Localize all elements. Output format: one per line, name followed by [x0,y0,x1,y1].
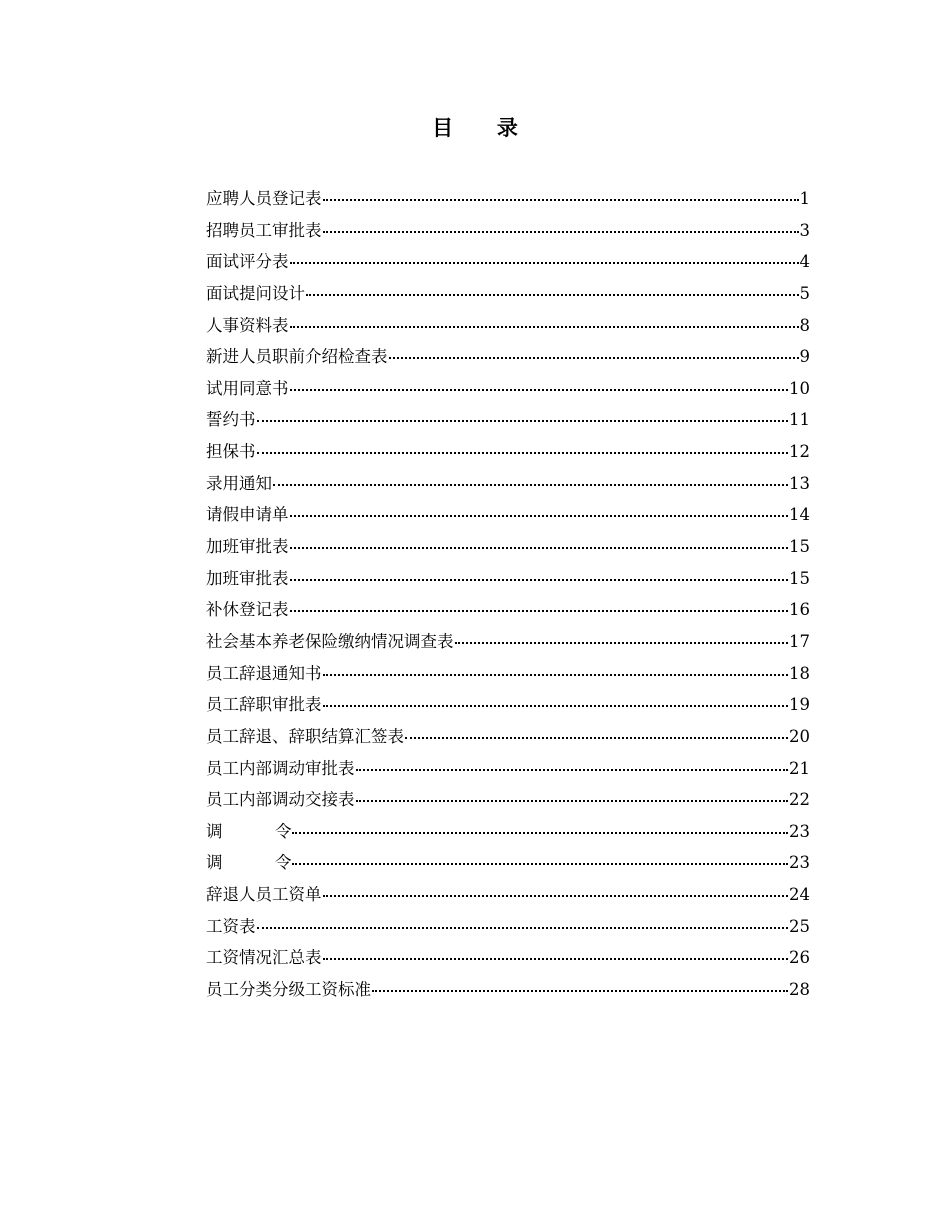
toc-entry-page: 18 [789,663,810,683]
toc-entry-page: 4 [799,252,810,272]
toc-entry[interactable] [206,373,810,405]
toc-entry-page: 17 [789,631,810,651]
toc-leader-dots [292,863,788,865]
toc-entry[interactable] [206,753,810,785]
toc-entry-label: 调 令 [206,821,292,841]
toc-entry-page: 9 [799,347,810,367]
toc-leader-dots [290,579,789,581]
toc-leader-dots [356,769,789,771]
toc-leader-dots [323,958,789,960]
toc-entry[interactable] [206,974,810,1006]
toc-entry-page: 15 [789,568,810,588]
toc-leader-dots [290,389,789,391]
toc-title: 目 录 [432,115,518,140]
toc-entry[interactable] [206,563,810,595]
toc-leader-dots [257,420,789,422]
toc-entry[interactable] [206,404,810,436]
toc-entry-page: 5 [799,283,810,303]
toc-leader-dots [356,800,789,802]
toc-entry-page: 24 [789,885,810,905]
toc-entry-label: 新进人员职前介绍检查表 [206,347,388,367]
toc-entry-label: 工资表 [206,916,256,936]
toc-leader-dots [323,674,789,676]
toc-entry[interactable] [206,341,810,373]
toc-leader-dots [290,262,799,264]
toc-entry[interactable] [206,499,810,531]
toc-entry[interactable] [206,816,810,848]
toc-entry-label: 补休登记表 [206,600,289,620]
toc-entry-label: 员工辞职审批表 [206,695,322,715]
toc-entry-label: 面试提问设计 [206,283,305,303]
toc-leader-dots [323,231,799,233]
toc-entry-label: 调 令 [206,853,292,873]
toc-entry[interactable] [206,847,810,879]
toc-entry-label: 员工分类分级工资标准 [206,980,371,1000]
toc-entry-label: 应聘人员登记表 [206,189,322,208]
toc-entry[interactable] [206,246,810,278]
toc-entry[interactable] [206,436,810,468]
toc-entry-label: 工资情况汇总表 [206,948,322,968]
toc-entry[interactable] [206,658,810,690]
toc-entry-label: 员工内部调动审批表 [206,758,355,778]
toc-entry-page: 20 [789,726,810,746]
table-of-contents [206,183,810,1006]
toc-entry-page: 23 [789,853,810,873]
toc-leader-dots [455,642,789,644]
toc-entry-label: 社会基本养老保险缴纳情况调查表 [206,631,454,651]
toc-entry[interactable] [206,689,810,721]
toc-entry-page: 16 [789,600,810,620]
toc-leader-dots [257,452,789,454]
toc-leader-dots [323,199,799,201]
toc-entry-page: 11 [789,410,810,430]
toc-entry-label: 请假申请单 [206,505,289,525]
toc-entry-label: 担保书 [206,442,256,462]
toc-entry-label: 录用通知 [206,473,272,493]
toc-entry[interactable] [206,278,810,310]
toc-entry-page: 28 [789,980,810,1000]
toc-entry-label: 加班审批表 [206,537,289,557]
toc-entry[interactable] [206,594,810,626]
toc-leader-dots [290,547,789,549]
toc-entry[interactable] [206,784,810,816]
toc-entry[interactable] [206,721,810,753]
toc-entry-label: 员工辞退通知书 [206,663,322,683]
toc-leader-dots [405,737,788,739]
toc-leader-dots [290,610,789,612]
toc-entry-label: 辞退人员工资单 [206,885,322,905]
toc-entry-label: 面试评分表 [206,252,289,272]
toc-entry-page: 19 [789,695,810,715]
toc-entry[interactable] [206,911,810,943]
toc-entry-page: 21 [789,758,810,778]
toc-leader-dots [292,832,788,834]
toc-entry-label: 员工内部调动交接表 [206,790,355,810]
toc-entry[interactable] [206,879,810,911]
toc-entry-page: 8 [799,315,810,335]
toc-leader-dots [290,326,799,328]
toc-entry-page: 23 [789,821,810,841]
toc-entry[interactable] [206,215,810,247]
toc-leader-dots [389,357,799,359]
toc-entry[interactable] [206,531,810,563]
toc-entry[interactable] [206,310,810,342]
toc-entry-page: 3 [799,220,810,240]
toc-entry-label: 人事资料表 [206,315,289,335]
toc-entry-page: 26 [789,948,810,968]
toc-entry-page: 22 [789,790,810,810]
toc-entry-label: 加班审批表 [206,568,289,588]
toc-leader-dots [306,294,799,296]
toc-entry-page: 1 [799,189,810,208]
toc-leader-dots [273,484,788,486]
toc-entry-page: 13 [789,473,810,493]
toc-entry-page: 25 [789,916,810,936]
toc-entry[interactable] [206,626,810,658]
toc-entry-label: 试用同意书 [206,378,289,398]
toc-leader-dots [290,515,789,517]
toc-entry[interactable] [206,942,810,974]
toc-entry-label: 员工辞退、辞职结算汇签表 [206,726,404,746]
toc-leader-dots [257,927,789,929]
toc-leader-dots [323,705,789,707]
toc-leader-dots [372,990,788,992]
toc-entry-page: 12 [789,442,810,462]
toc-entry[interactable] [206,468,810,500]
toc-entry-page: 14 [789,505,810,525]
toc-entry-page: 10 [789,378,810,398]
toc-entry[interactable] [206,183,810,215]
toc-leader-dots [323,895,789,897]
toc-entry-label: 誓约书 [206,410,256,430]
toc-entry-label: 招聘员工审批表 [206,220,322,240]
toc-entry-page: 15 [789,537,810,557]
